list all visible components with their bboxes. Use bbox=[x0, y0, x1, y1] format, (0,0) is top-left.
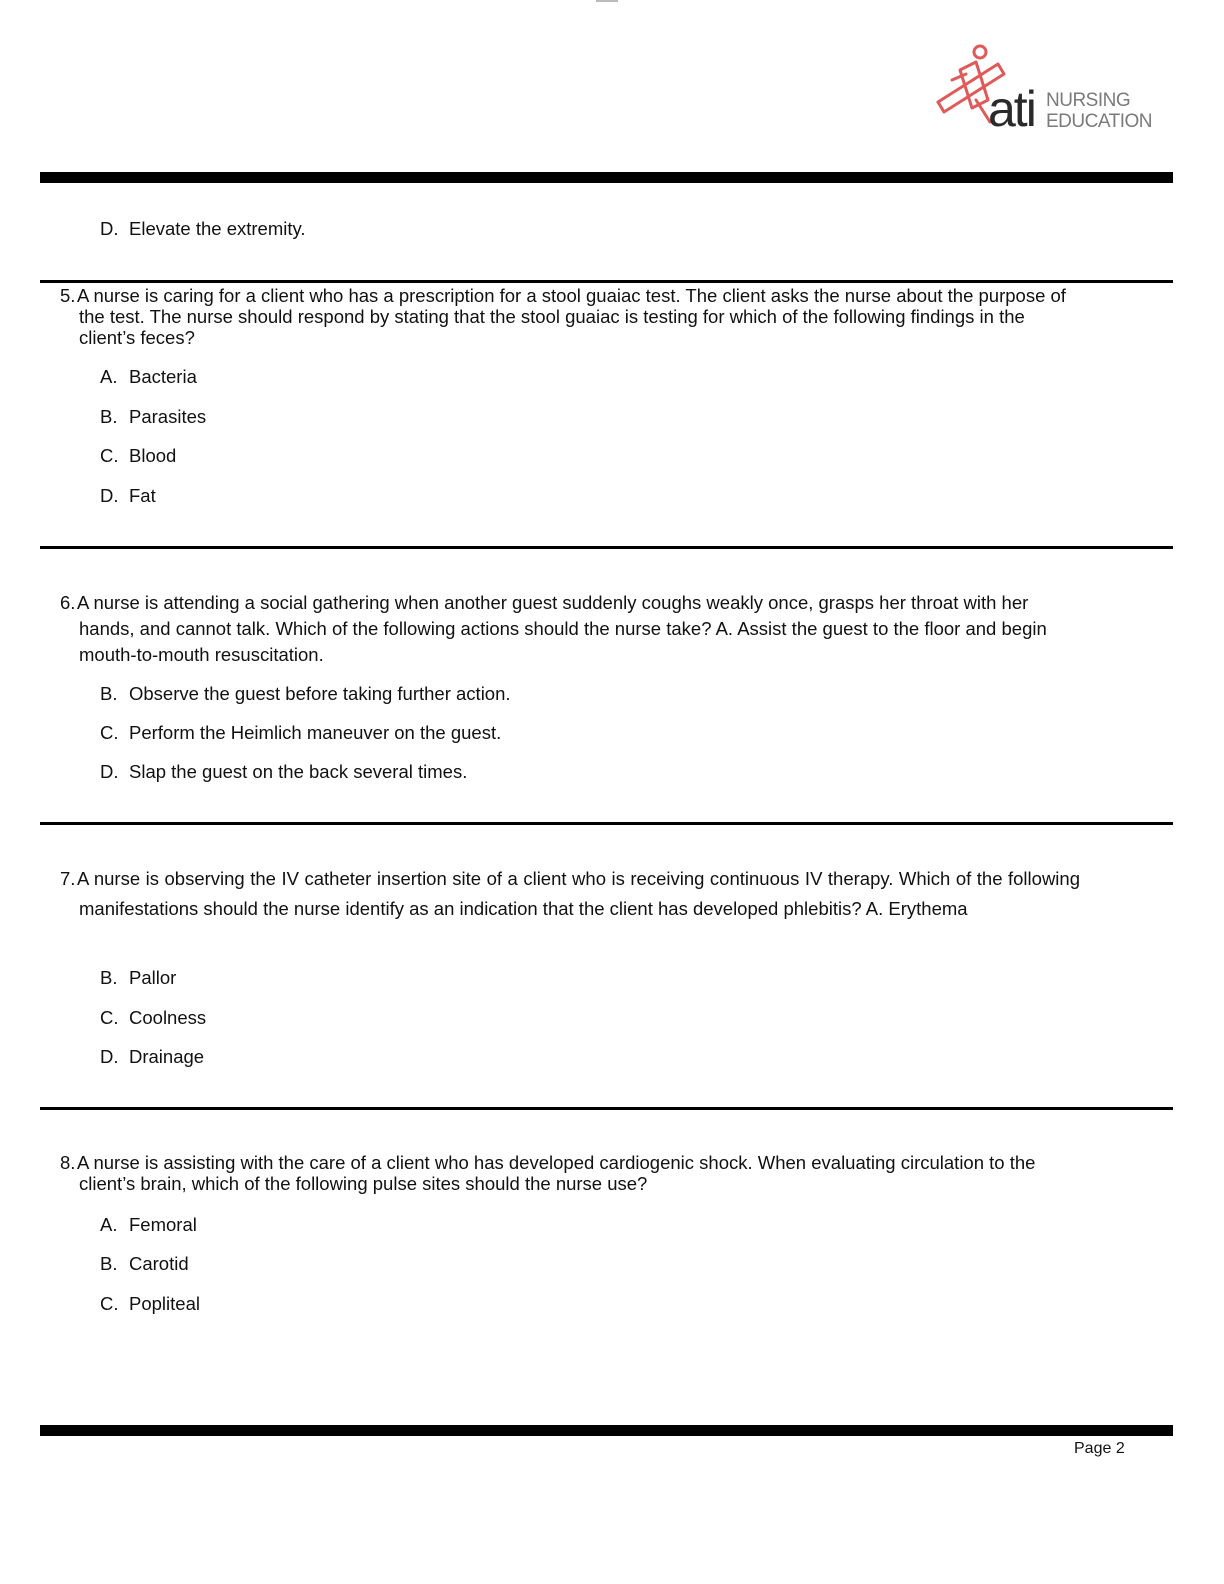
option-text: Blood bbox=[129, 445, 177, 466]
question-8-option-b bbox=[100, 1253, 189, 1275]
option-text: Elevate the extremity. bbox=[129, 218, 306, 239]
option-letter: C. bbox=[100, 445, 119, 466]
option-letter: D. bbox=[100, 1046, 119, 1067]
question-divider bbox=[40, 280, 1173, 283]
question-6-option-b bbox=[100, 683, 511, 705]
question-5-option-c bbox=[100, 445, 176, 467]
question-text: A nurse is assisting with the care of a client who has developed cardiogenic shock. When evaluating circulation to the client’s brain, which of the following pulse sites should the nurse use? bbox=[77, 1152, 1036, 1194]
option-letter: C. bbox=[100, 1007, 119, 1028]
option-letter: A. bbox=[100, 1214, 118, 1235]
question-5-option-b bbox=[100, 406, 206, 428]
option-text: Femoral bbox=[129, 1214, 197, 1235]
header-rule bbox=[40, 172, 1173, 183]
option-text: Parasites bbox=[129, 406, 207, 427]
option-text: Coolness bbox=[129, 1007, 207, 1028]
logo-wordmark bbox=[1046, 90, 1152, 132]
question-6-option-c bbox=[100, 722, 501, 744]
question-5-option-a bbox=[100, 366, 197, 388]
option-text: Popliteal bbox=[129, 1293, 200, 1314]
question-7-option-d bbox=[100, 1046, 204, 1068]
option-text: Drainage bbox=[129, 1046, 205, 1067]
option-text: Carotid bbox=[129, 1253, 189, 1274]
page-number: Page 2 bbox=[1074, 1440, 1125, 1457]
question-5-option-d bbox=[100, 485, 156, 507]
option-letter: C. bbox=[100, 722, 119, 743]
question-5-stem bbox=[60, 285, 1080, 348]
footer-rule bbox=[40, 1425, 1173, 1436]
logo-line-2: EDUCATION bbox=[1046, 111, 1152, 132]
question-number: 7. bbox=[60, 868, 76, 889]
logo-line-1: NURSING bbox=[1046, 90, 1131, 111]
question-text: A nurse is observing the IV catheter insertion site of a client who is receiving continuous IV therapy. Which of the following manifestations should the nurse identify as an indication that the client has developed phlebitis? A. Erythema bbox=[77, 868, 1080, 919]
continuation-option bbox=[100, 218, 306, 240]
question-8-option-a bbox=[100, 1214, 197, 1236]
question-text: A nurse is caring for a client who has a prescription for a stool guaiac test. The client asks the nurse about the purpose of the test. The nurse should respond by stating that the stool guaiac is testing for which of the following findings in the client’s feces? bbox=[77, 285, 1066, 348]
option-text: Slap the guest on the back several times. bbox=[129, 761, 468, 782]
option-letter: B. bbox=[100, 967, 118, 988]
option-letter: B. bbox=[100, 406, 118, 427]
question-6-option-d bbox=[100, 761, 467, 783]
ati-logo bbox=[930, 40, 1150, 140]
question-number: 8. bbox=[60, 1152, 76, 1173]
option-text: Perform the Heimlich maneuver on the guest. bbox=[129, 722, 502, 743]
option-text: Fat bbox=[129, 485, 156, 506]
question-7-stem bbox=[60, 864, 1080, 923]
question-7-option-b bbox=[100, 967, 176, 989]
question-text: A nurse is attending a social gathering when another guest suddenly coughs weakly once, grasps her throat with her hands, and cannot talk. Which of the following actions should the nurse take? A. Assist the guest to the floor and begin mouth-to-mouth resuscitation. bbox=[77, 592, 1047, 665]
option-letter: B. bbox=[100, 1253, 118, 1274]
option-text: Bacteria bbox=[129, 366, 197, 387]
logo-brand: ati bbox=[988, 81, 1035, 137]
question-6-stem bbox=[60, 590, 1080, 668]
option-letter: D. bbox=[100, 218, 119, 239]
question-divider bbox=[40, 822, 1173, 825]
option-letter: D. bbox=[100, 761, 119, 782]
option-letter: A. bbox=[100, 366, 118, 387]
option-letter: C. bbox=[100, 1293, 119, 1314]
option-text: Observe the guest before taking further action. bbox=[129, 683, 511, 704]
option-text: Pallor bbox=[129, 967, 177, 988]
option-letter: B. bbox=[100, 683, 118, 704]
question-number: 6. bbox=[60, 592, 76, 613]
question-8-option-c bbox=[100, 1293, 200, 1315]
question-7-option-c bbox=[100, 1007, 206, 1029]
question-number: 5. bbox=[60, 285, 76, 306]
top-mark bbox=[596, 0, 618, 2]
question-divider bbox=[40, 1107, 1173, 1110]
option-letter: D. bbox=[100, 485, 119, 506]
question-8-stem bbox=[60, 1152, 1080, 1194]
question-divider bbox=[40, 546, 1173, 549]
